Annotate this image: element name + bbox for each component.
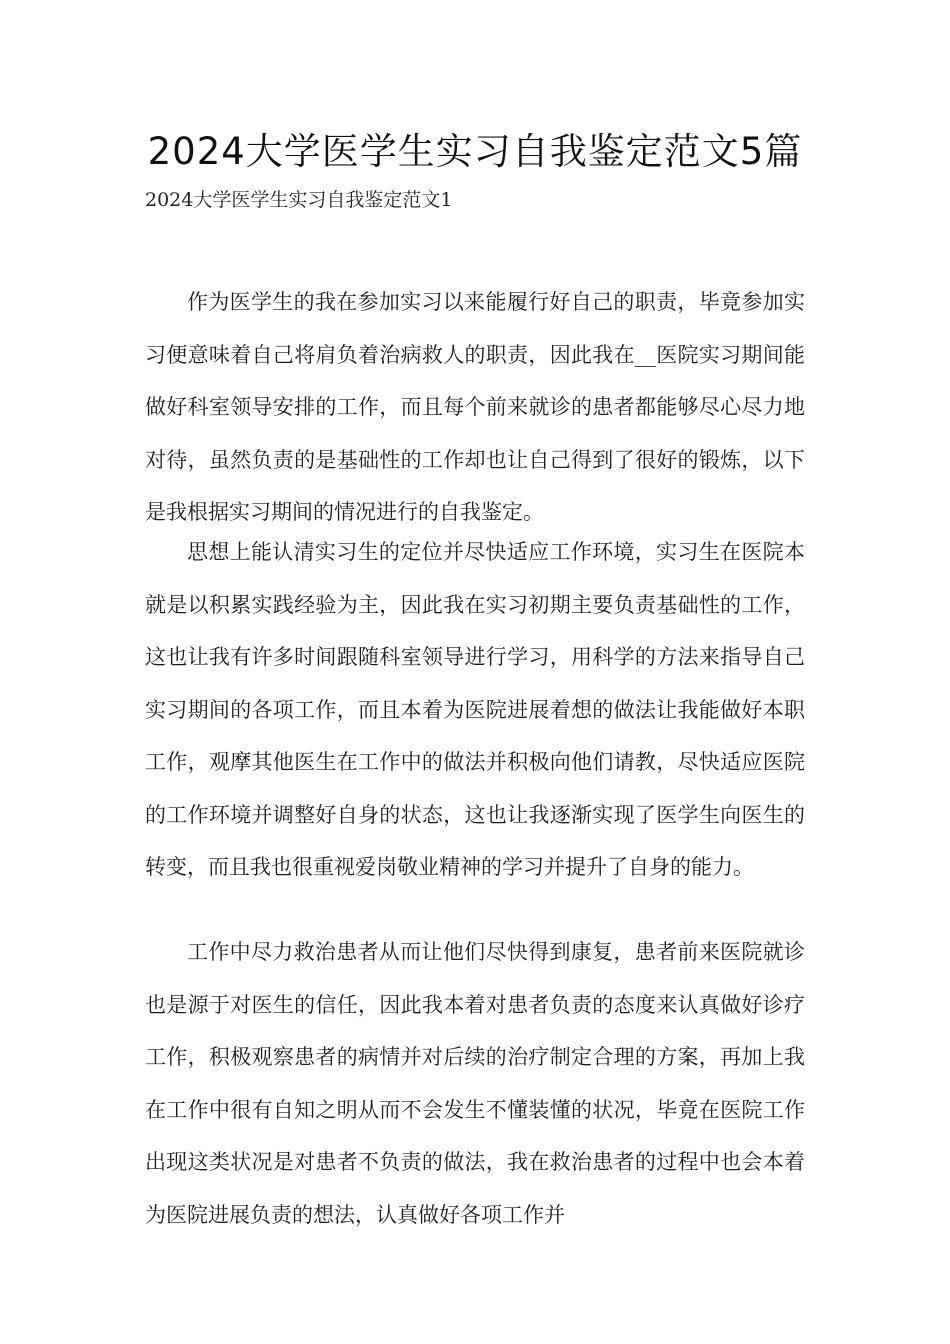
document-title: 2024大学医学生实习自我鉴定范文5篇 <box>147 130 803 173</box>
body-paragraph: 思想上能认清实习生的定位并尽快适应工作环境，实习生在医院本就是以积累实践经验为主，因此我在实习初期主要负责基础性的工作，这也让我有许多时间跟随科室领导进行学习，用科学的方法来指导自己实习期间的各项工作，而且本着为医院进展着想的做法让我能做好本职工作，观摩其他医生在工作中的做法并积极向他们请教，尽快适应医院的工作环境并调整好自身的状态，这也让我逐渐实现了医学生向医生的转变，而且我也很重视爱岗敬业精神的学习并提升了自身的能力。 <box>145 540 805 879</box>
document-subtitle: 2024大学医学生实习自我鉴定范文1 <box>145 189 453 211</box>
body-paragraph-2-block <box>145 526 805 894</box>
body-paragraph: 作为医学生的我在参加实习以来能履行好自己的职责，毕竟参加实习便意味着自己将肩负着治病救人的职责，因此我在__医院实习期间能做好科室领导安排的工作，而且每个前来就诊的患者都能够尽心尽力地对待，虽然负责的是基础性的工作却也让自己得到了很好的锻炼，以下是我根据实习期间的情况进行的自我鉴定。 <box>145 290 805 524</box>
body-paragraph-1-block <box>145 276 805 539</box>
body-paragraph: 工作中尽力救治患者从而让他们尽快得到康复，患者前来医院就诊也是源于对医生的信任，因此我本着对患者负责的态度来认真做好诊疗工作，积极观察患者的病情并对后续的治疗制定合理的方案，再加上我在工作中很有自知之明从而不会发生不懂装懂的状况，毕竟在医院工作出现这类状况是对患者不负责的做法，我在救治患者的过程中也会本着为医院进展负责的想法，认真做好各项工作并 <box>145 940 805 1227</box>
body-paragraph-3-block <box>145 926 805 1241</box>
